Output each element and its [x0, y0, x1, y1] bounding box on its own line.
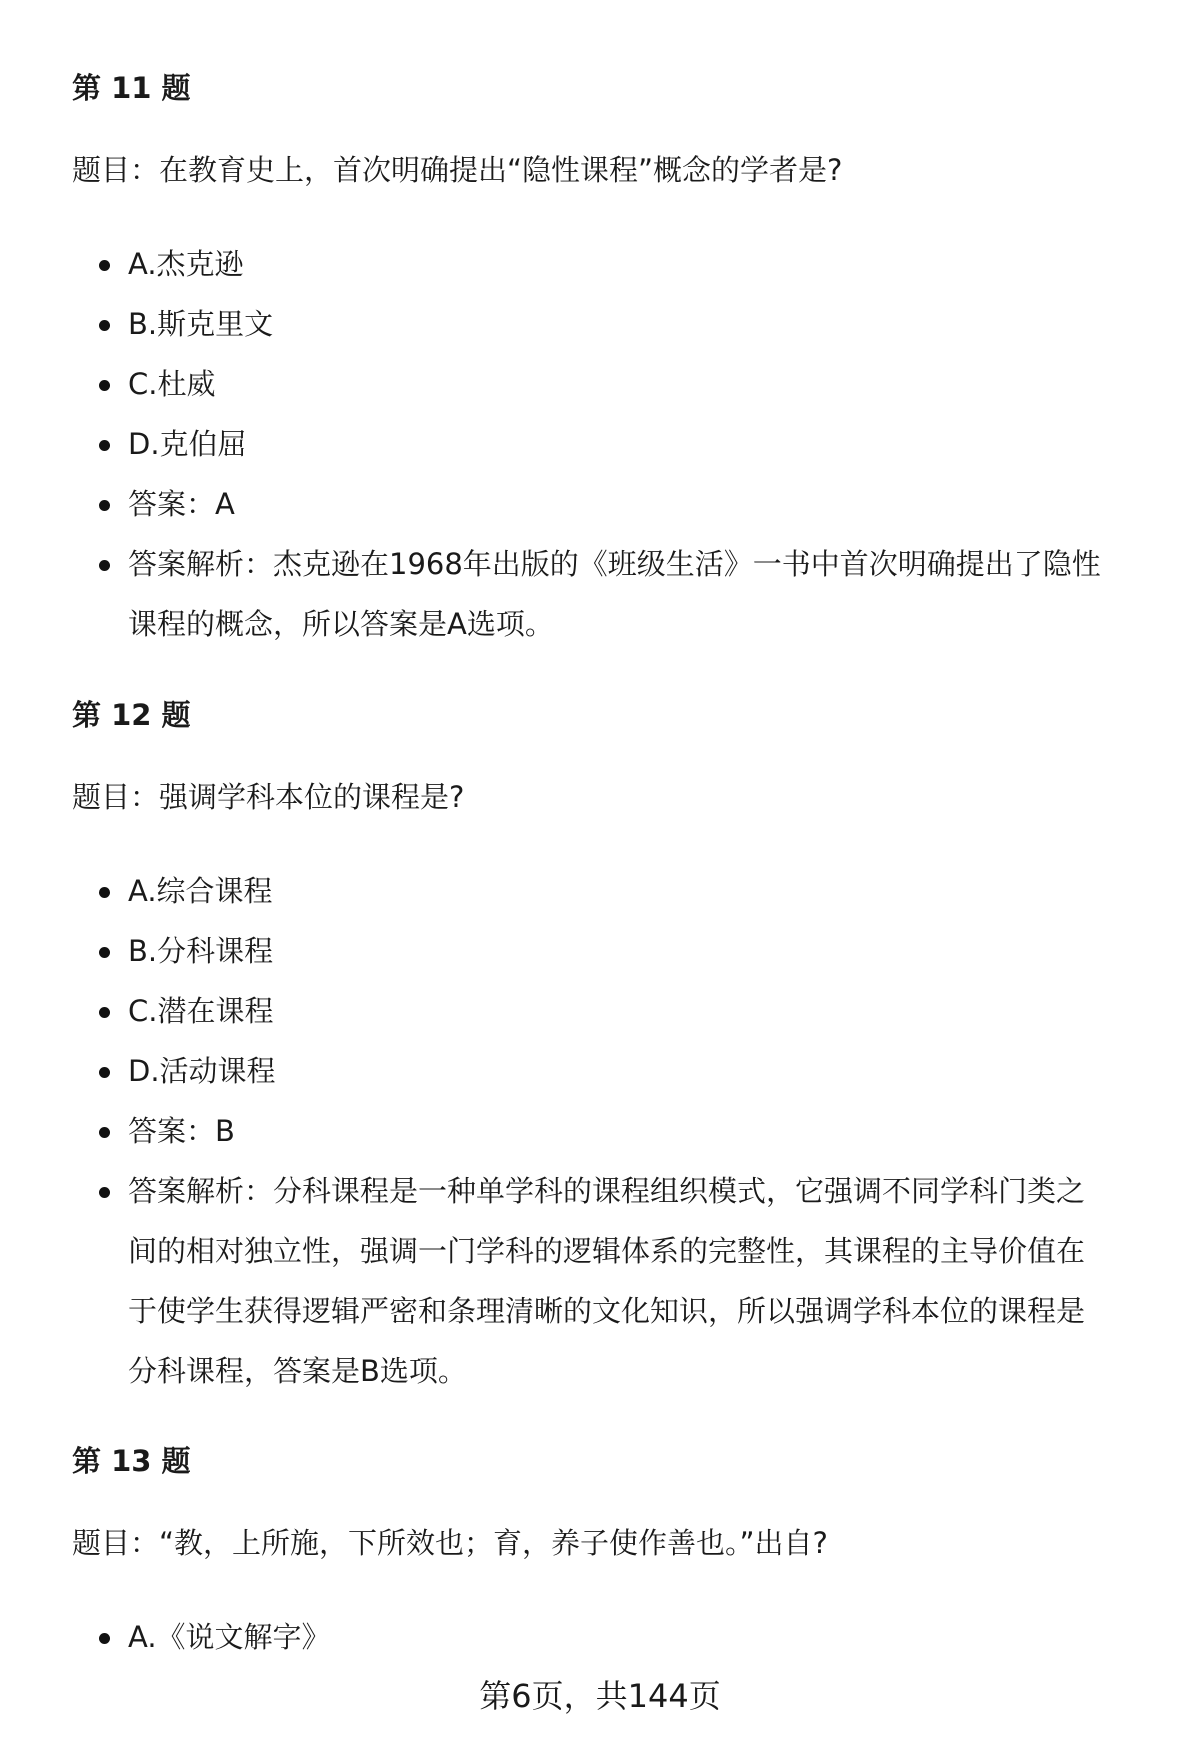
option-text: D.活动课程	[128, 1054, 276, 1088]
bullet-icon	[99, 260, 110, 271]
answer	[72, 474, 1102, 534]
question-12	[72, 697, 1152, 1401]
question-11	[72, 70, 1152, 654]
option-text: A.《说文解字》	[128, 1620, 331, 1654]
option-b	[72, 921, 1102, 981]
option-d	[72, 1041, 1102, 1101]
option-text: C.潜在课程	[128, 994, 274, 1028]
bullet-icon	[99, 947, 110, 958]
option-a	[72, 234, 1102, 294]
question-heading: 第 13 题	[72, 1444, 191, 1478]
option-text: A.杰克逊	[128, 247, 244, 281]
option-b	[72, 294, 1102, 354]
question-13	[72, 1443, 1152, 1667]
bullet-icon	[99, 1067, 110, 1078]
bullet-icon	[99, 320, 110, 331]
bullet-icon	[99, 1633, 110, 1644]
bullet-icon	[99, 560, 110, 571]
bullet-icon	[99, 887, 110, 898]
option-list	[72, 861, 1152, 1401]
bullet-icon	[99, 1187, 110, 1198]
question-heading: 第 12 题	[72, 698, 191, 732]
answer-text: 答案：B	[128, 1114, 235, 1148]
option-text: D.克伯屈	[128, 427, 247, 461]
bullet-icon	[99, 380, 110, 391]
option-a	[72, 1607, 1102, 1667]
bullet-icon	[99, 1127, 110, 1138]
bullet-icon	[99, 1007, 110, 1018]
option-a	[72, 861, 1102, 921]
option-d	[72, 414, 1102, 474]
option-text: C.杜威	[128, 367, 216, 401]
question-stem: 题目：“教，上所施，下所效也；育，养子使作善也。”出自?	[72, 1526, 828, 1560]
page-number: 第6页，共144页	[479, 1677, 721, 1715]
bullet-icon	[99, 500, 110, 511]
option-c	[72, 981, 1102, 1041]
bullet-icon	[99, 440, 110, 451]
question-stem: 题目：在教育史上，首次明确提出“隐性课程”概念的学者是?	[72, 153, 843, 187]
analysis-text: 答案解析：杰克逊在1968年出版的《班级生活》一书中首次明确提出了隐性课程的概念，所以答案是A选项。	[128, 547, 1101, 641]
answer	[72, 1101, 1102, 1161]
question-stem: 题目：强调学科本位的课程是?	[72, 780, 465, 814]
option-text: B.分科课程	[128, 934, 274, 968]
answer-analysis	[72, 1161, 1102, 1401]
answer-analysis	[72, 534, 1102, 654]
option-text: B.斯克里文	[128, 307, 274, 341]
answer-text: 答案：A	[128, 487, 235, 521]
option-list	[72, 1607, 1152, 1667]
question-heading: 第 11 题	[72, 71, 191, 105]
option-text: A.综合课程	[128, 874, 273, 908]
option-c	[72, 354, 1102, 414]
option-list	[72, 234, 1152, 654]
analysis-text: 答案解析：分科课程是一种单学科的课程组织模式，它强调不同学科门类之间的相对独立性，强调一门学科的逻辑体系的完整性，其课程的主导价值在于使学生获得逻辑严密和条理清晰的文化知识，所以强调学科本位的课程是分科课程，答案是B选项。	[128, 1174, 1086, 1388]
